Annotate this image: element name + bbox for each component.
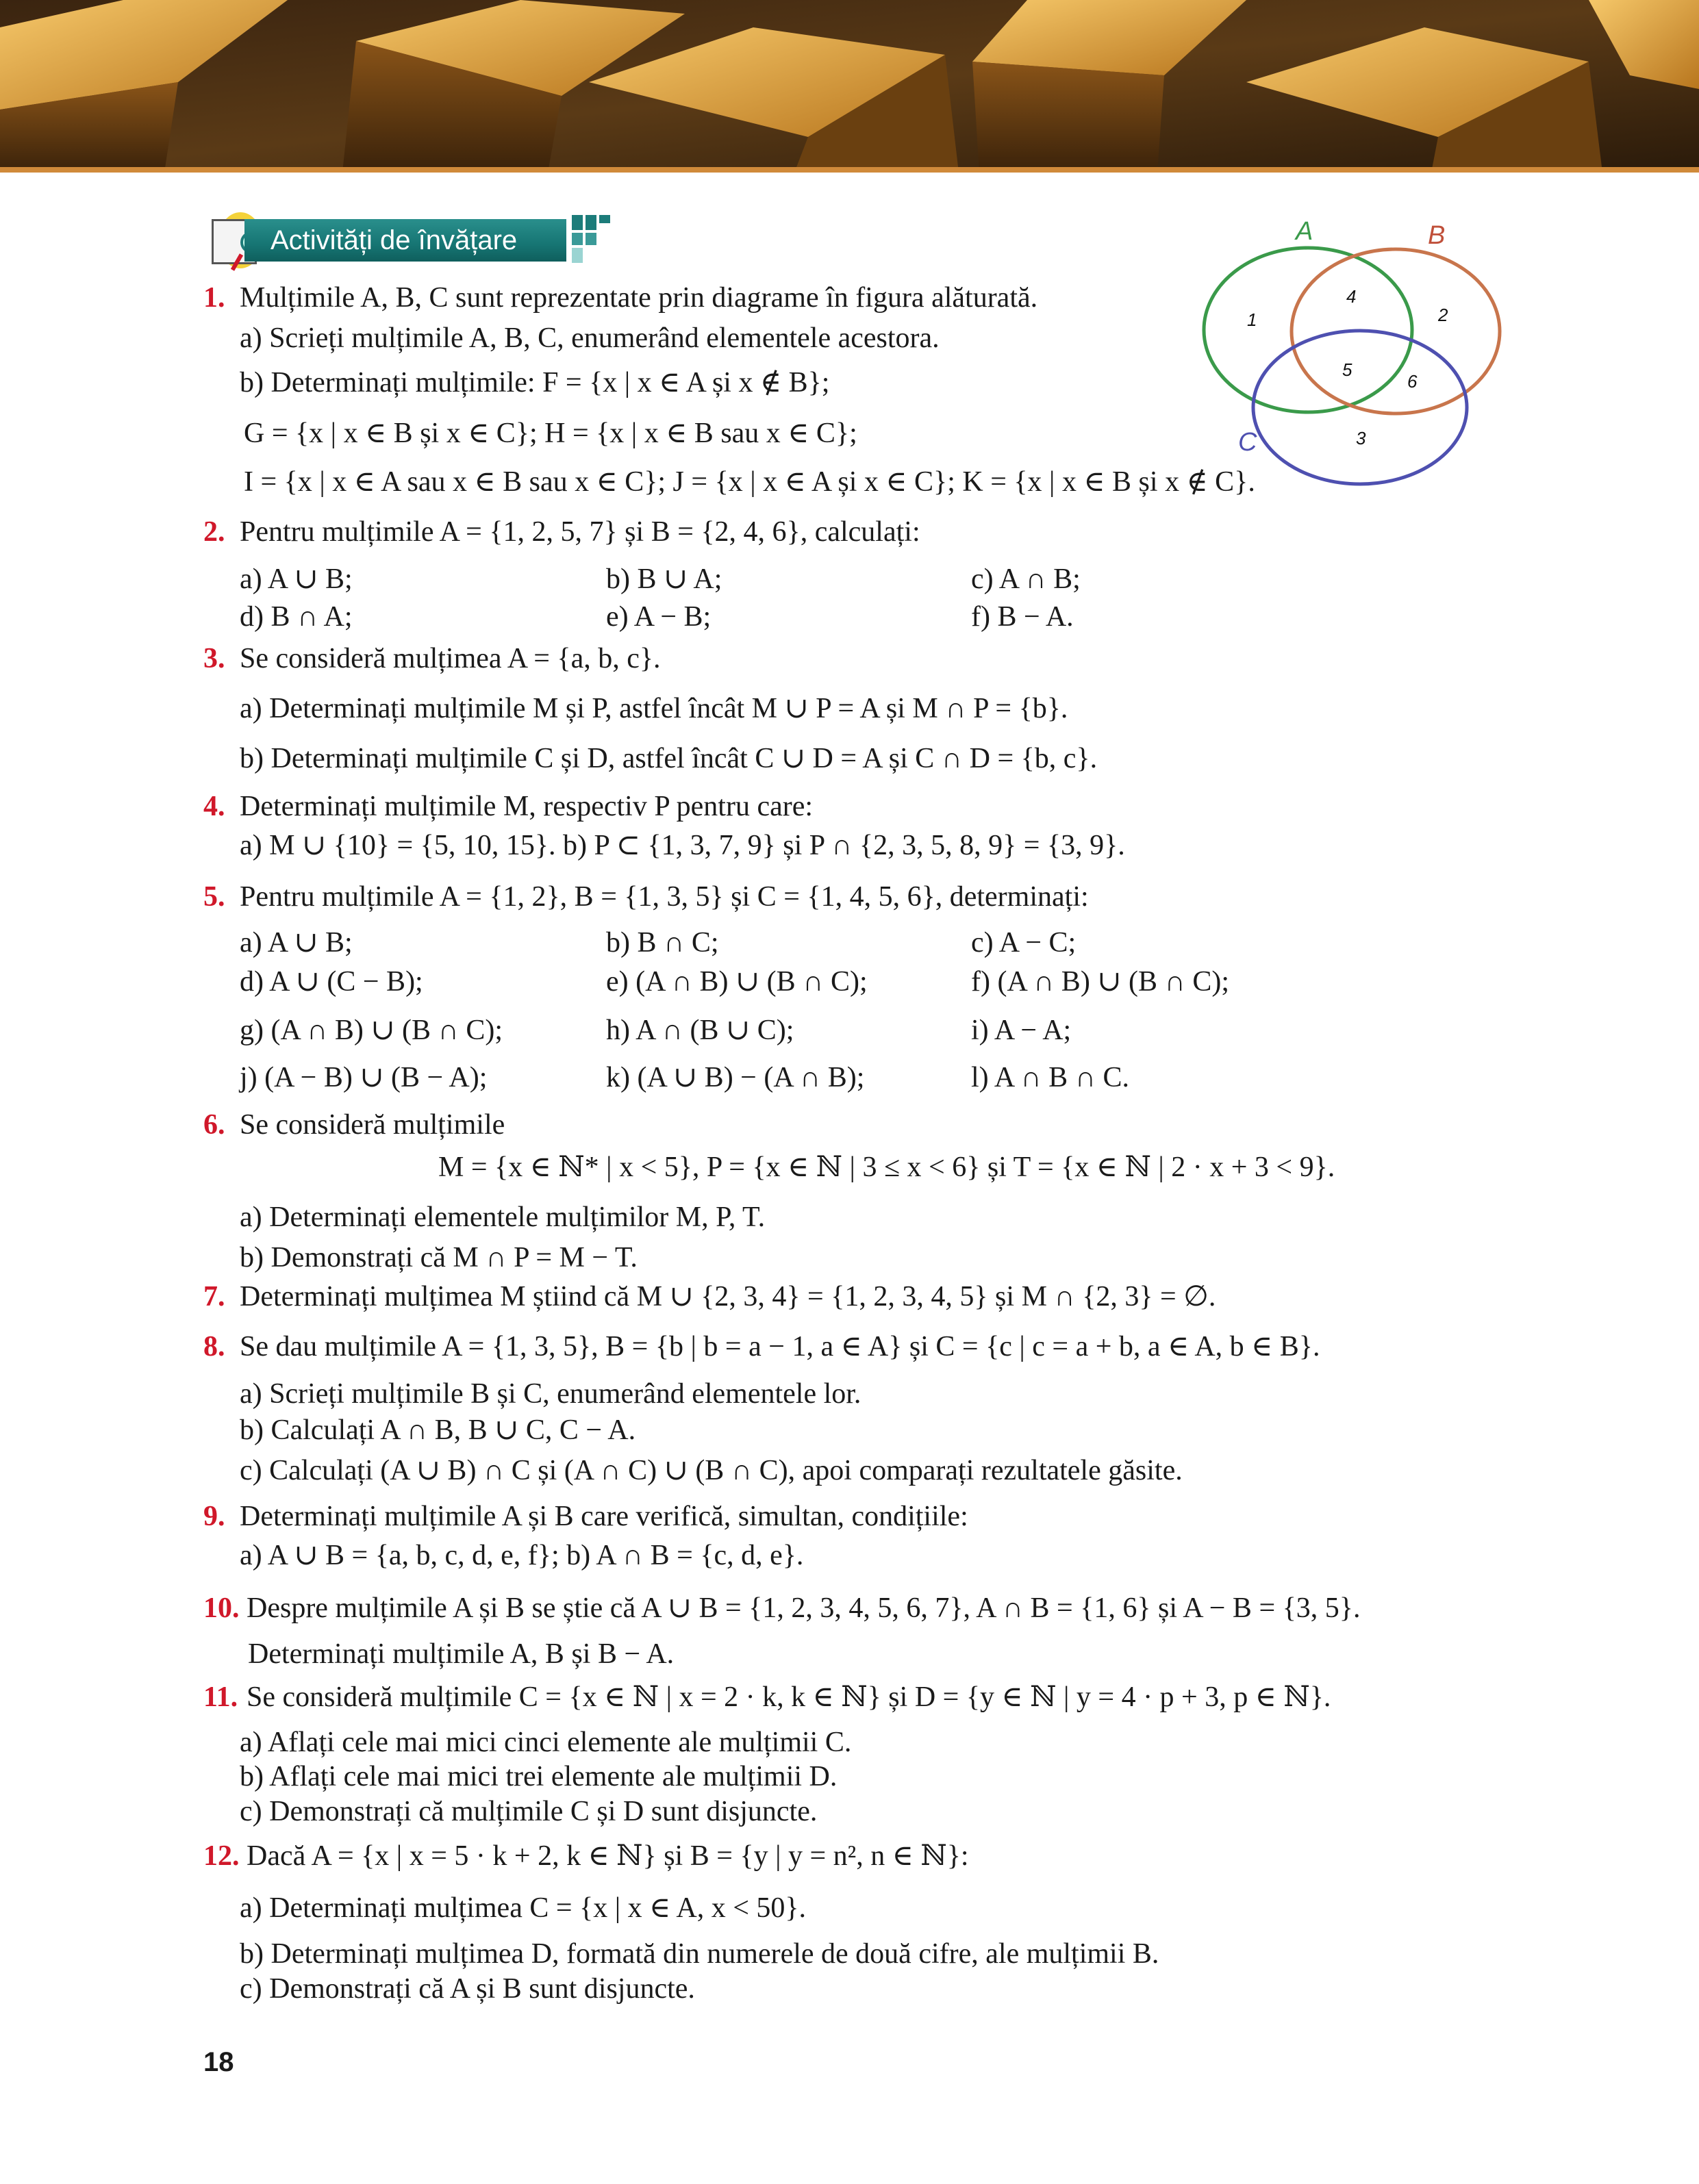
problem-1-b-ijk: I = {x | x ∈ A sau x ∈ B sau x ∈ C}; J = {x | x ∈ A și x ∈ C}; K = {x | x ∈ B și x ∉ C}.: [244, 466, 1255, 498]
section-banner: [209, 214, 620, 267]
problem-6-sets: M = {x ∈ ℕ* | x < 5}, P = {x ∈ ℕ | 3 ≤ x < 6} și T = {x ∈ ℕ | 2 · x + 3 < 9}.: [438, 1152, 1335, 1183]
label-c: C: [1238, 428, 1257, 457]
problem-10-number: 10.: [203, 1592, 240, 1624]
set-c-ellipse: [1253, 331, 1467, 484]
problem-9-number: 9.: [203, 1501, 225, 1532]
problem-5-item: h) A ∩ (B ∪ C);: [606, 1015, 794, 1046]
problem-8-number: 8.: [203, 1331, 225, 1362]
problem-5-item: i) A − A;: [971, 1015, 1072, 1046]
problem-5-item: g) (A ∩ B) ∪ (B ∩ C);: [240, 1015, 503, 1046]
problem-11-a: a) Aflați cele mai mici cinci elemente ale mulțimii C.: [240, 1727, 852, 1758]
problem-12-a: a) Determinați mulțimea C = {x | x ∈ A, x < 50}.: [240, 1892, 807, 1924]
problem-2-item: c) A ∩ B;: [971, 563, 1081, 595]
label-a: A: [1296, 217, 1313, 246]
problem-1-b: b) Determinați mulțimile: F = {x | x ∈ A și x ∉ B};: [240, 367, 830, 398]
region-1: 1: [1247, 309, 1257, 330]
problem-6-a: a) Determinați elementele mulțimilor M, P, T.: [240, 1202, 766, 1233]
problem-1-b-gh: G = {x | x ∈ B și x ∈ C}; H = {x | x ∈ B sau x ∈ C};: [244, 418, 857, 449]
problem-2-item: d) B ∩ A;: [240, 601, 353, 633]
problem-6-number: 6.: [203, 1109, 225, 1141]
problem-7-number: 7.: [203, 1281, 225, 1312]
problem-6-statement: Se consideră mulțimile: [240, 1109, 505, 1141]
problem-5-statement: Pentru mulțimile A = {1, 2}, B = {1, 3, 5} și C = {1, 4, 5, 6}, determinați:: [240, 881, 1089, 913]
problem-5-item: l) A ∩ B ∩ C.: [971, 1062, 1130, 1093]
problem-7-statement: Determinați mulțimea M știind că M ∪ {2, 3, 4} = {1, 2, 3, 4, 5} și M ∩ {2, 3} = ∅.: [240, 1281, 1216, 1312]
problem-11-statement: Se consideră mulțimile C = {x ∈ ℕ | x = 2 · k, k ∈ ℕ} și D = {y ∈ ℕ | y = 4 · p + 3, p ∈ ℕ}.: [247, 1681, 1331, 1713]
problem-2-number: 2.: [203, 516, 225, 548]
problem-9-ab: a) A ∪ B = {a, b, c, d, e, f}; b) A ∩ B = {c, d, e}.: [240, 1540, 804, 1571]
problem-5-item: a) A ∪ B;: [240, 927, 353, 958]
problem-11-number: 11.: [203, 1681, 238, 1713]
problem-4-number: 4.: [203, 791, 225, 822]
problem-8-c: c) Calculați (A ∪ B) ∩ C și (A ∩ C) ∪ (B ∩ C), apoi comparați rezultatele găsite.: [240, 1455, 1183, 1486]
banner-title: Activități de învățare: [270, 225, 518, 255]
problem-2-statement: Pentru mulțimile A = {1, 2, 5, 7} și B = {2, 4, 6}, calculați:: [240, 516, 920, 548]
problem-1-a: a) Scrieți mulțimile A, B, C, enumerând elementele acestora.: [240, 322, 940, 354]
problem-5-item: f) (A ∩ B) ∪ (B ∩ C);: [971, 966, 1229, 998]
problem-9-statement: Determinați mulțimile A și B care verifică, simultan, condițiile:: [240, 1501, 968, 1532]
problem-5-item: k) (A ∪ B) − (A ∩ B);: [606, 1062, 865, 1093]
region-3: 3: [1356, 428, 1366, 448]
problem-12-statement: Dacă A = {x | x = 5 · k + 2, k ∈ ℕ} și B = {y | y = n², n ∈ ℕ}:: [247, 1840, 969, 1872]
problem-1-number: 1.: [203, 282, 225, 314]
region-5: 5: [1342, 359, 1352, 380]
problem-11-c: c) Demonstrați că mulțimile C și D sunt disjuncte.: [240, 1796, 818, 1827]
set-b-ellipse: [1292, 249, 1500, 414]
problem-5-item: d) A ∪ (C − B);: [240, 966, 423, 998]
problem-4-ab: a) M ∪ {10} = {5, 10, 15}. b) P ⊂ {1, 3, 7, 9} și P ∩ {2, 3, 5, 8, 9} = {3, 9}.: [240, 830, 1125, 861]
problem-3-statement: Se consideră mulțimea A = {a, b, c}.: [240, 643, 661, 674]
problem-2-item: b) B ∪ A;: [606, 563, 722, 595]
problem-5-item: c) A − C;: [971, 927, 1077, 958]
problem-8-b: b) Calculați A ∩ B, B ∪ C, C − A.: [240, 1414, 636, 1446]
label-b: B: [1428, 221, 1446, 250]
page-number: 18: [203, 2047, 234, 2077]
problem-5-item: e) (A ∩ B) ∪ (B ∩ C);: [606, 966, 868, 998]
problem-12-c: c) Demonstrați că A și B sunt disjuncte.: [240, 1973, 695, 2005]
region-4: 4: [1346, 286, 1357, 307]
problem-1-statement: Mulțimile A, B, C sunt reprezentate prin diagrame în figura alăturată.: [240, 282, 1038, 314]
problem-5-item: b) B ∩ C;: [606, 927, 719, 958]
problem-10-statement: Despre mulțimile A și B se știe că A ∪ B = {1, 2, 3, 4, 5, 6, 7}, A ∩ B = {1, 6} și A − B = {3, 5}.: [247, 1592, 1361, 1624]
problem-10-task: Determinați mulțimile A, B și B − A.: [248, 1638, 675, 1670]
problem-11-b: b) Aflați cele mai mici trei elemente ale mulțimii D.: [240, 1761, 838, 1792]
problem-6-b: b) Demonstrați că M ∩ P = M − T.: [240, 1242, 638, 1273]
problem-12-b: b) Determinați mulțimea D, formată din numerele de două cifre, ale mulțimii B.: [240, 1938, 1159, 1970]
problem-5-item: j) (A − B) ∪ (B − A);: [240, 1062, 488, 1093]
problem-2-item: a) A ∪ B;: [240, 563, 353, 595]
problem-8-a: a) Scrieți mulțimile B și C, enumerând elementele lor.: [240, 1378, 861, 1410]
problem-12-number: 12.: [203, 1840, 240, 1872]
problem-4-statement: Determinați mulțimile M, respectiv P pentru care:: [240, 791, 814, 822]
problem-5-number: 5.: [203, 881, 225, 913]
problem-3-a: a) Determinați mulțimile M și P, astfel încât M ∪ P = A și M ∩ P = {b}.: [240, 693, 1068, 724]
grid-squares-icon: [572, 215, 620, 263]
problem-2-item: f) B − A.: [971, 601, 1074, 633]
problem-8-statement: Se dau mulțimile A = {1, 3, 5}, B = {b | b = a − 1, a ∈ A} și C = {c | c = a + b, a ∈ A, b ∈ B}.: [240, 1331, 1320, 1362]
set-a-ellipse: [1204, 248, 1412, 412]
region-2: 2: [1438, 305, 1448, 325]
header-image-golden-cubes: [0, 0, 1699, 173]
problem-3-b: b) Determinați mulțimile C și D, astfel încât C ∪ D = A și C ∩ D = {b, c}.: [240, 743, 1098, 774]
problem-2-item: e) A − B;: [606, 601, 712, 633]
region-6: 6: [1407, 371, 1418, 392]
problem-3-number: 3.: [203, 643, 225, 674]
